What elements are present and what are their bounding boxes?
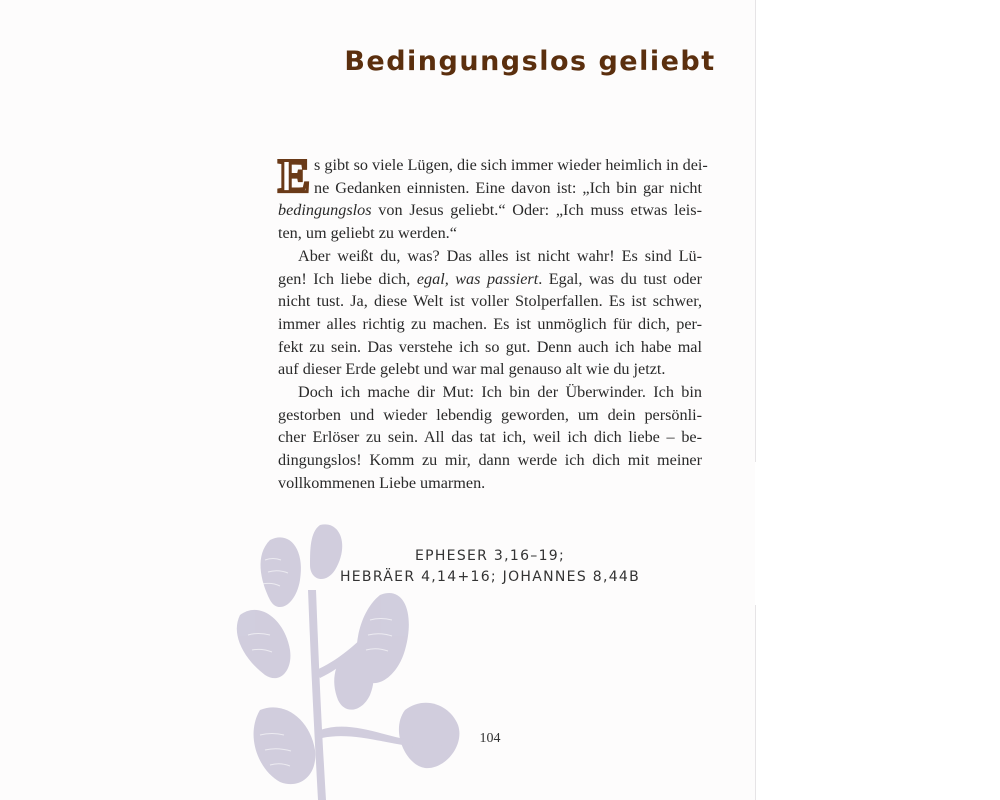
text-line: Doch ich mache dir Mut: Ich bin der Überwinder. Ich bin: [298, 383, 702, 402]
text-line: dingungslos! Komm zu mir, dann werde ich dich mit meiner: [278, 451, 702, 470]
text-line: immer alles richtig zu machen. Es ist unmöglich für dich, per-: [278, 314, 702, 333]
text-line: nicht tust. Ja, diese Welt ist voller Stolperfallen. Es ist schwer,: [278, 292, 702, 311]
text-segment: . Egal, was du tust oder: [538, 269, 703, 288]
drop-cap: E: [278, 150, 311, 203]
text-line: Aber weißt du, was? Das alles ist nicht wahr! Es sind Lü-: [298, 246, 702, 265]
text-line: cher Erlöser zu sein. All das tat ich, weil ich dich liebe – be-: [278, 428, 702, 447]
page-number: 104: [479, 731, 501, 746]
page-edge-line: [755, 605, 756, 800]
text-line: fekt zu sein. Das verstehe ich so gut. Denn auch ich habe mal: [278, 337, 702, 356]
text-segment: gen! Ich liebe dich,: [278, 269, 417, 288]
page-title: Bedingungslos geliebt: [344, 46, 716, 77]
emphasis: bedingungslos: [278, 201, 372, 220]
next-page-edge: [755, 0, 1000, 800]
scripture-reference: [300, 546, 680, 588]
text-line: s gibt so viele Lügen, die sich immer wieder heimlich in dei-: [314, 156, 708, 174]
text-line: ne Gedanken einnisten. Eine davon ist: „Ich bin gar nicht: [314, 178, 702, 197]
text-line: ten, um geliebt zu werden.“: [278, 224, 457, 243]
text-line: gestorben und wieder lebendig geworden, um dein persönli-: [278, 405, 702, 424]
text-segment: von Jesus geliebt.“ Oder: „Ich muss etwas leis-: [371, 201, 702, 220]
text-line: auf dieser Erde gelebt und war mal genauso alt wie du jetzt.: [278, 360, 666, 379]
text-line: [278, 199, 702, 222]
paragraph-3: [278, 381, 702, 495]
reference-line: HEBRÄER 4,14+16; JOHANNES 8,44B: [339, 569, 641, 585]
text-line: vollkommenen Liebe umarmen.: [278, 473, 486, 492]
emphasis: egal, was passiert: [416, 269, 539, 288]
reference-line: EPHESER 3,16–19;: [414, 548, 566, 564]
paragraph-1: [278, 150, 708, 245]
text-line: [278, 268, 702, 291]
body-text: [278, 150, 708, 495]
paragraph-2: [278, 245, 702, 381]
